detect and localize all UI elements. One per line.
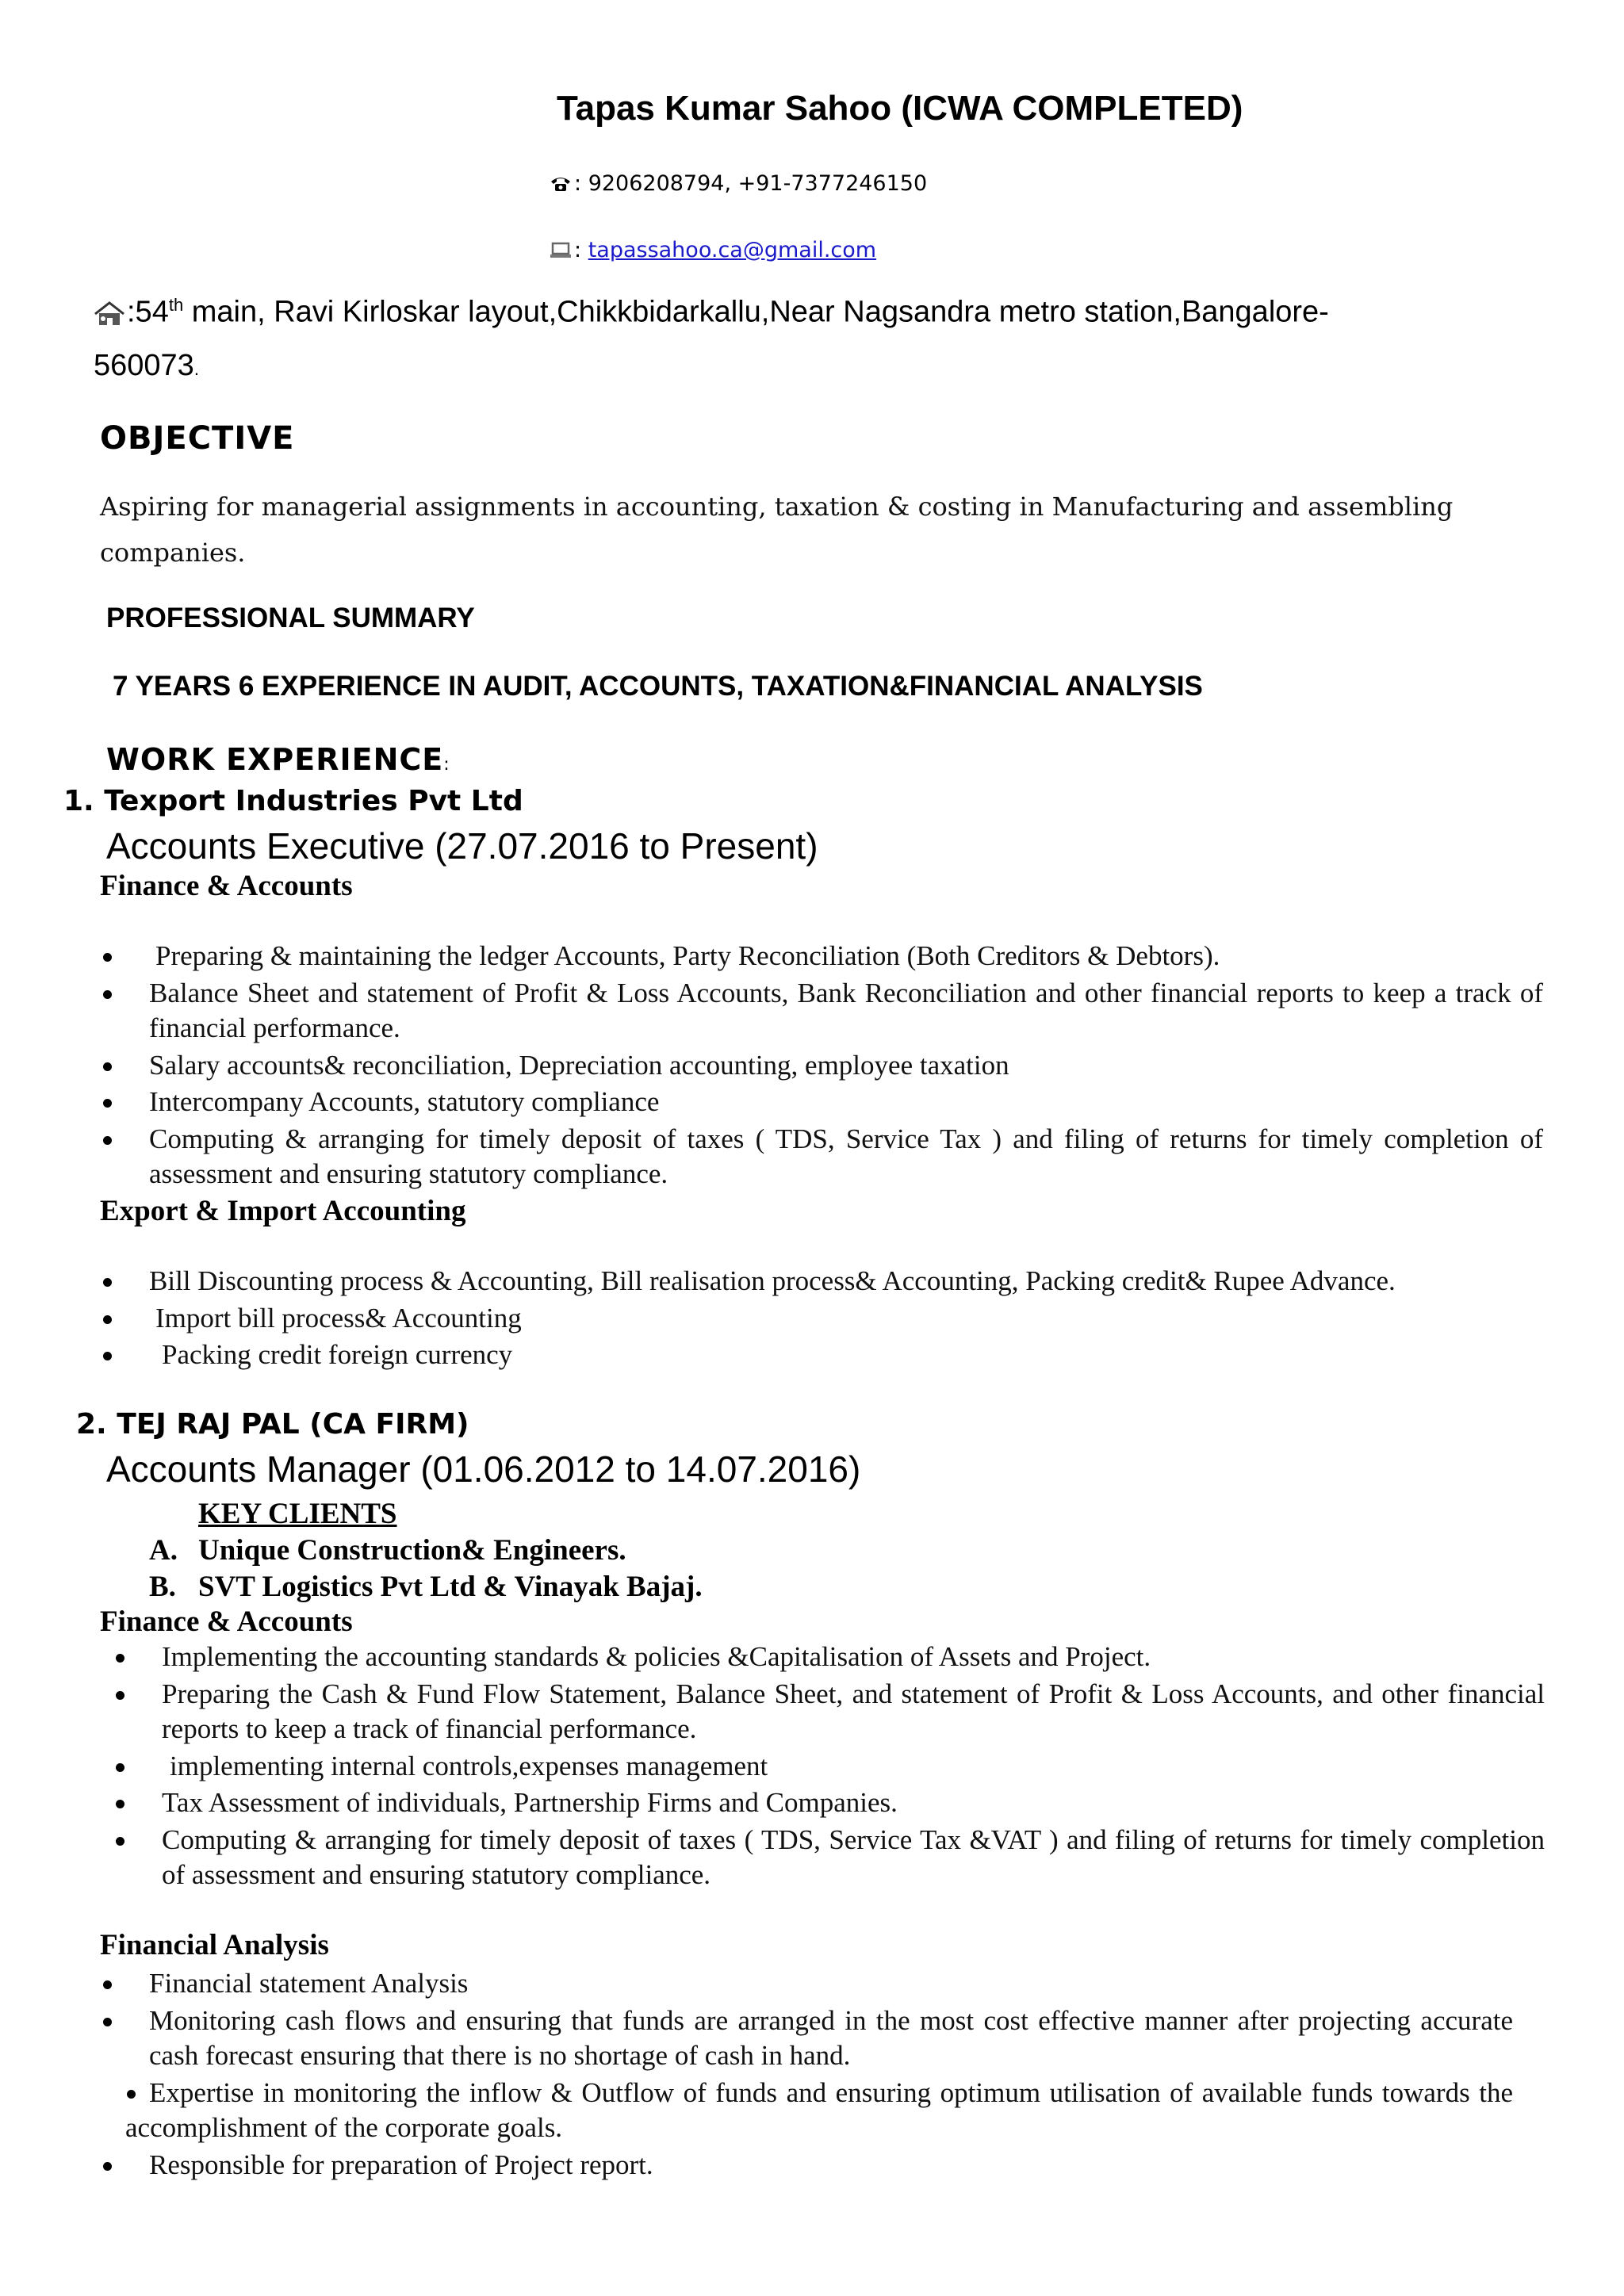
work-heading — [106, 742, 450, 777]
bullet-dot — [103, 1278, 112, 1287]
email-separator: : — [574, 238, 588, 262]
section-title: Financial Analysis — [100, 1929, 329, 1961]
client-letter: A. — [149, 1534, 178, 1567]
list-item-text: Import bill process& Accounting — [155, 1302, 522, 1334]
job-company: 1. Texport Industries Pvt Ltd — [63, 785, 523, 817]
address-text: main, Ravi Kirloskar layout,Chikkbidarkallu,Near Nagsandra metro station,Bangalore- — [183, 295, 1329, 329]
bullet-list — [162, 1640, 1545, 1895]
client-item — [149, 1533, 626, 1567]
list-item-text: Preparing the Cash & Fund Flow Statement, Balance Sheet, and statement of Profit & Loss Accounts, and other financial reports to keep a track of financial performance. — [162, 1678, 1545, 1744]
job-company: 2. TEJ RAJ PAL (CA FIRM) — [76, 1408, 469, 1441]
work-heading-colon: : — [443, 755, 450, 775]
client-name: Unique Construction& Engineers. — [198, 1534, 626, 1567]
bullet-dot — [103, 2162, 112, 2171]
bullet-dot — [116, 1837, 124, 1846]
job-role: Accounts Executive (27.07.2016 to Present) — [106, 825, 818, 867]
list-item-text: Financial statement Analysis — [149, 1968, 469, 1999]
address-line-2 — [94, 349, 199, 383]
bullet-dot — [116, 1654, 124, 1663]
list-item — [149, 1337, 1543, 1373]
bullet-dot — [127, 2090, 136, 2099]
home-icon — [92, 300, 127, 335]
client-letter: B. — [149, 1571, 176, 1603]
bullet-dot — [103, 2018, 112, 2026]
address-suffix: th — [168, 295, 184, 315]
list-item-text: Monitoring cash flows and ensuring that funds are arranged in the most cost effective manner after projecting accurate cash forecast ensuring that there is no shortage of cash in hand. — [149, 2004, 1513, 2071]
list-item — [162, 1640, 1545, 1675]
candidate-name: Tapas Kumar Sahoo (ICWA COMPLETED) — [557, 89, 1243, 128]
phone-line — [549, 171, 927, 199]
list-item-text: Computing & arranging for timely deposit of taxes ( TDS, Service Tax ) and filing of returns for timely completion of assessment and ensuring statutory compliance. — [149, 1123, 1543, 1189]
list-item — [149, 939, 1543, 974]
list-item-text: Tax Assessment of individuals, Partnership Firms and Companies. — [162, 1787, 898, 1818]
phone-numbers: 9206208794, +91-7377246150 — [588, 171, 928, 196]
bullet-dot — [103, 1136, 112, 1145]
email-line — [549, 238, 876, 266]
list-item-text: Implementing the accounting standards & policies &Capitalisation of Assets and Project. — [162, 1641, 1151, 1672]
section-title: Finance & Accounts — [100, 1605, 353, 1638]
bullet-dot — [103, 990, 112, 999]
bullet-dot — [103, 953, 112, 962]
list-item — [149, 1122, 1543, 1192]
list-item-text: Computing & arranging for timely deposit of taxes ( TDS, Service Tax &VAT ) and filing of returns for timely completion of assessment and ensuring statutory compliance. — [162, 1823, 1545, 1890]
client-item — [149, 1570, 703, 1604]
section-title: Export & Import Accounting — [100, 1195, 466, 1227]
bullet-dot — [116, 1763, 124, 1772]
list-item — [149, 2003, 1513, 2074]
email-link[interactable]: tapassahoo.ca@gmail.com — [588, 238, 877, 262]
bullet-dot — [103, 1062, 112, 1071]
list-item — [149, 1966, 1513, 2002]
bullet-list — [125, 1966, 1513, 2184]
bullet-dot — [103, 1980, 112, 1989]
list-item-text: Intercompany Accounts, statutory compliance — [149, 1086, 660, 1117]
list-item — [149, 1085, 1543, 1120]
bullet-dot — [103, 1352, 112, 1360]
key-clients-title: KEY CLIENTS — [198, 1498, 397, 1530]
client-name: SVT Logistics Pvt Ltd & Vinayak Bajaj. — [198, 1571, 703, 1603]
list-item-text: Responsible for preparation of Project report. — [149, 2149, 653, 2180]
objective-heading: OBJECTIVE — [100, 420, 295, 457]
job-role: Accounts Manager (01.06.2012 to 14.07.2016) — [106, 1448, 861, 1490]
list-item — [162, 1677, 1545, 1747]
address-pincode: 560073 — [94, 349, 194, 382]
list-item — [125, 2076, 1513, 2146]
list-item — [149, 1301, 1543, 1337]
list-item — [149, 1264, 1543, 1299]
list-item — [162, 1785, 1545, 1821]
laptop-icon — [549, 241, 573, 266]
list-item-text: Packing credit foreign currency — [162, 1339, 513, 1370]
bullet-list — [149, 1264, 1543, 1375]
address-line-1 — [92, 295, 1329, 335]
list-item-text: Expertise in monitoring the inflow & Outflow of funds and ensuring optimum utilisation of available funds towards the accomplishment of the corporate goals. — [125, 2076, 1513, 2143]
list-item — [149, 1048, 1543, 1084]
list-item-text: Balance Sheet and statement of Profit & Loss Accounts, Bank Reconciliation and other financial reports to keep a track of financial performance. — [149, 977, 1543, 1043]
list-item-text: Salary accounts& reconciliation, Depreciation accounting, employee taxation — [149, 1049, 1009, 1081]
list-item — [162, 1823, 1545, 1893]
list-item-text: Bill Discounting process & Accounting, Bill realisation process& Accounting, Packing credit& Rupee Advance. — [149, 1265, 1396, 1296]
phone-separator: : — [574, 171, 588, 196]
list-item — [149, 976, 1543, 1047]
bullet-list — [149, 939, 1543, 1194]
summary-heading: PROFESSIONAL SUMMARY — [106, 603, 475, 633]
section-title: Finance & Accounts — [100, 870, 353, 902]
bullet-dot — [103, 1315, 112, 1324]
list-item — [149, 2148, 1513, 2183]
bullet-dot — [103, 1099, 112, 1108]
bullet-dot — [116, 1691, 124, 1700]
phone-icon — [549, 174, 573, 199]
address-number: :54 — [127, 295, 169, 329]
summary-line: 7 YEARS 6 EXPERIENCE IN AUDIT, ACCOUNTS, TAXATION&FINANCIAL ANALYSIS — [113, 671, 1203, 702]
bullet-dot — [116, 1800, 124, 1808]
list-item-text: implementing internal controls,expenses management — [170, 1750, 768, 1781]
work-heading-text: WORK EXPERIENCE — [106, 742, 444, 777]
address-period: . — [193, 359, 199, 379]
list-item-text: Preparing & maintaining the ledger Accounts, Party Reconciliation (Both Creditors & Debtors). — [155, 940, 1220, 971]
list-item — [162, 1749, 1545, 1785]
objective-text: Aspiring for managerial assignments in accounting, taxation & costing in Manufacturing and assembling companies. — [100, 492, 1454, 568]
